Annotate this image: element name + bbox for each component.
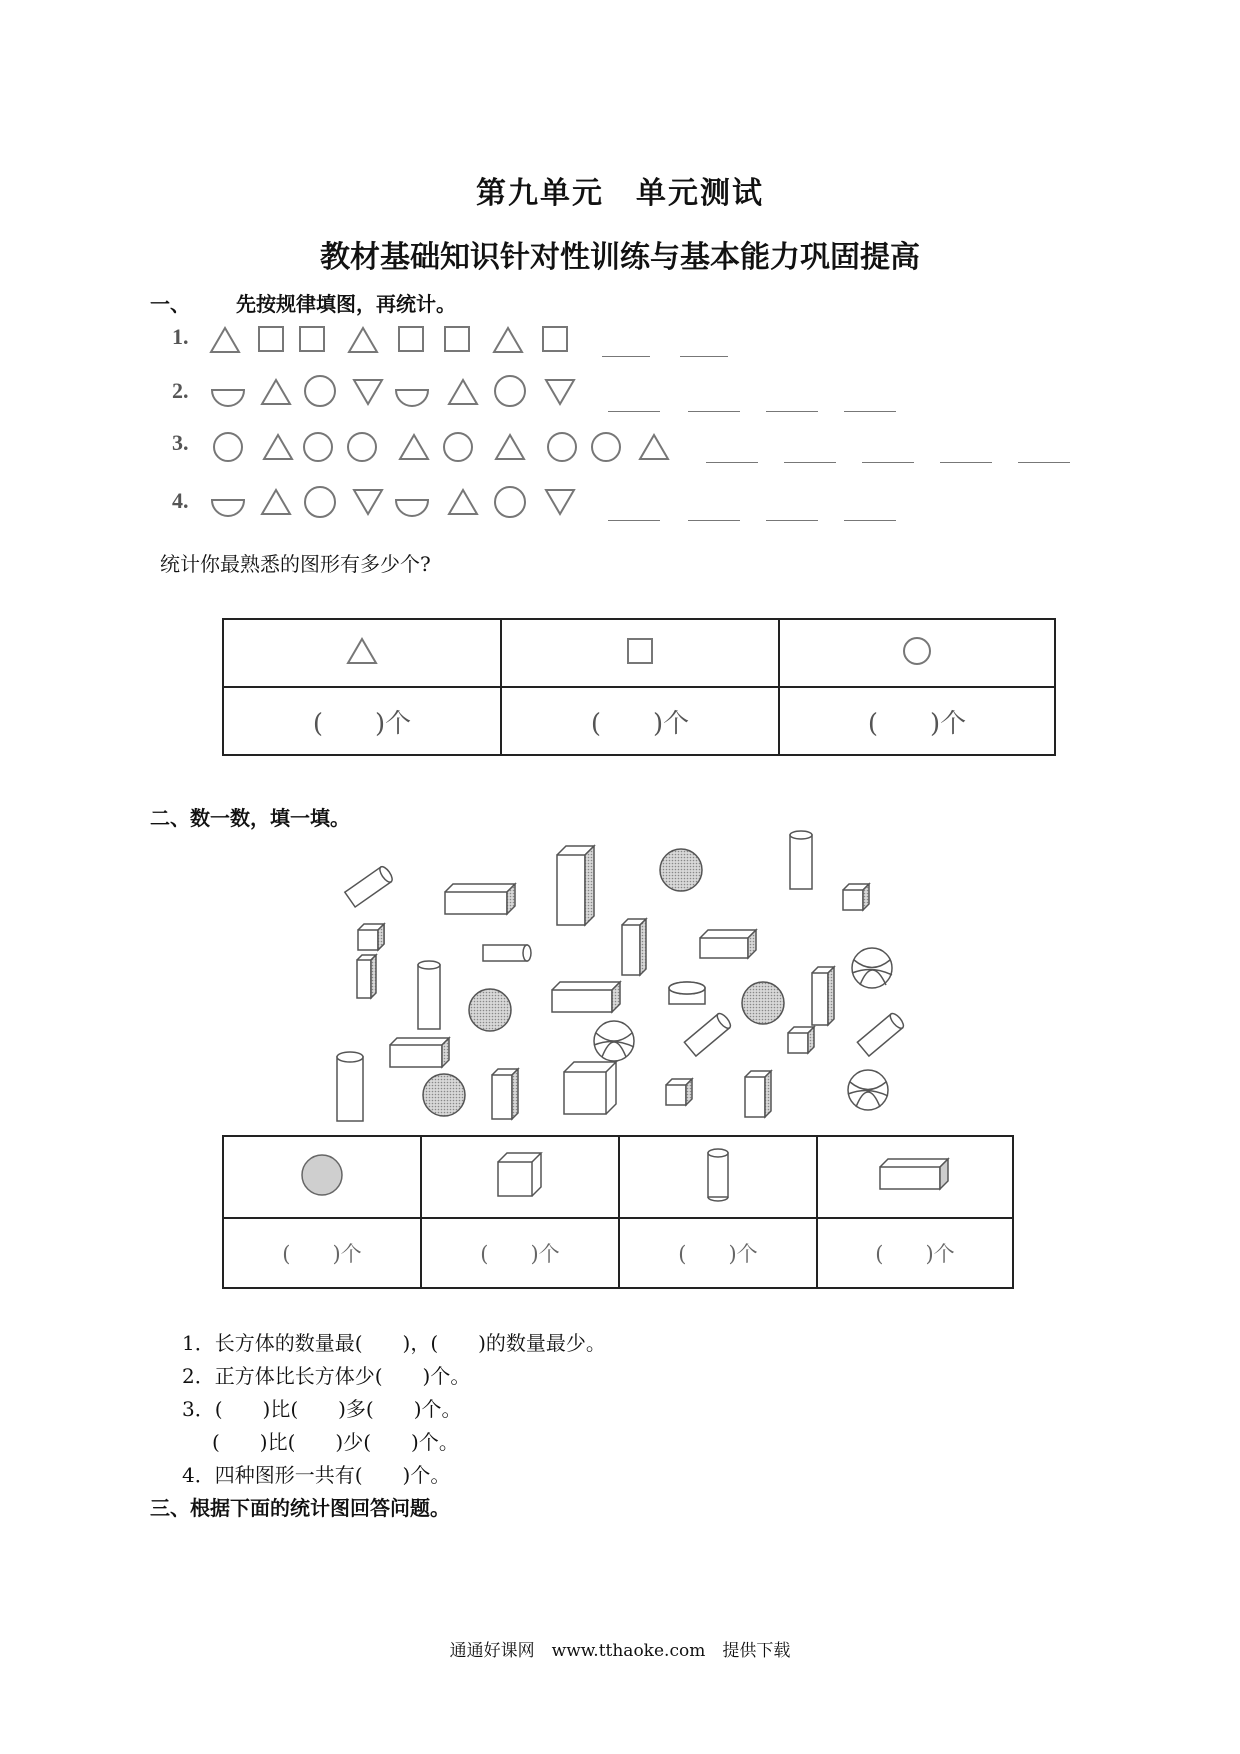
answer-blank[interactable]	[784, 462, 836, 463]
circle-icon	[444, 433, 472, 461]
down-triangle-icon	[546, 380, 574, 404]
answer-blank[interactable]	[688, 411, 740, 412]
count-cell[interactable]: ( )个	[817, 1218, 1013, 1288]
cylinder-icon	[669, 982, 705, 1004]
square-icon	[445, 327, 469, 351]
question-3: 3．( )比( )多( )个。	[182, 1397, 462, 1421]
cuboid-icon	[812, 967, 834, 1025]
down-triangle-icon	[546, 490, 574, 514]
row-label-1: 1.	[172, 324, 189, 349]
semicircle-icon	[396, 500, 428, 516]
down-triangle-icon	[354, 490, 382, 514]
footer-text: 通通好课网 www.tthaoke.com 提供下载	[449, 1641, 791, 1661]
cuboid-icon	[876, 1155, 954, 1195]
answer-blank[interactable]	[608, 411, 660, 412]
page-subtitle: 教材基础知识针对性训练与基本能力巩固提高	[320, 240, 920, 275]
section2-heading: 二、数一数，填一填。	[150, 806, 350, 830]
table-header-cell	[817, 1136, 1013, 1218]
square-icon	[543, 327, 567, 351]
cylinder-icon	[684, 1011, 732, 1056]
solid-count-table	[222, 1135, 1014, 1289]
square-icon	[300, 327, 324, 351]
solids-illustration	[320, 835, 940, 1135]
circle-icon	[214, 433, 242, 461]
square-icon	[625, 636, 655, 666]
triangle-icon	[262, 490, 290, 514]
table-header-cell	[619, 1136, 817, 1218]
table-header-cell	[421, 1136, 619, 1218]
question-3b: ( )比( )少( )个。	[212, 1430, 459, 1454]
cube-icon	[564, 1062, 616, 1114]
answer-blank[interactable]	[680, 356, 728, 357]
circle-icon	[548, 433, 576, 461]
cuboid-icon	[445, 884, 515, 914]
sphere-icon	[742, 982, 784, 1024]
circle-icon	[305, 376, 335, 406]
answer-blank[interactable]	[706, 462, 758, 463]
count-cell[interactable]: ( )个	[779, 687, 1055, 755]
triangle-icon	[449, 490, 477, 514]
triangle-icon	[262, 380, 290, 404]
pattern-shapes	[0, 0, 1240, 560]
answer-blank[interactable]	[862, 462, 914, 463]
count-cell[interactable]: ( )个	[421, 1218, 619, 1288]
sphere-icon	[469, 989, 511, 1031]
triangle-icon	[640, 435, 668, 459]
semicircle-icon	[212, 390, 244, 406]
cuboid-icon	[552, 982, 620, 1012]
cylinder-icon	[790, 831, 812, 889]
answer-blank[interactable]	[688, 520, 740, 521]
circle-icon	[305, 487, 335, 517]
triangle-icon	[264, 435, 292, 459]
answer-blank[interactable]	[766, 411, 818, 412]
cylinder-icon	[345, 865, 395, 907]
circle-icon	[901, 635, 933, 667]
section1-number: 一、	[150, 292, 190, 316]
triangle-icon	[345, 636, 379, 666]
square-icon	[259, 327, 283, 351]
ball-icon	[848, 1070, 888, 1110]
answer-blank[interactable]	[602, 356, 650, 357]
answer-blank[interactable]	[766, 520, 818, 521]
cube-icon	[788, 1027, 814, 1053]
section1-question: 统计你最熟悉的图形有多少个?	[160, 552, 431, 576]
cylinder-icon	[483, 945, 531, 961]
table-header-cell	[223, 619, 501, 687]
section3-heading: 三、根据下面的统计图回答问题。	[150, 1496, 450, 1520]
sphere-icon	[298, 1151, 346, 1199]
row-label-4: 4.	[172, 488, 189, 513]
question-4: 4．四种图形一共有( )个。	[182, 1463, 451, 1487]
triangle-icon	[449, 380, 477, 404]
cuboid-icon	[622, 919, 646, 975]
circle-icon	[495, 376, 525, 406]
row-label-3: 3.	[172, 430, 189, 455]
triangle-icon	[349, 328, 377, 352]
shape-count-table	[222, 618, 1056, 756]
answer-blank[interactable]	[844, 411, 896, 412]
ball-icon	[594, 1021, 634, 1061]
row-label-2: 2.	[172, 378, 189, 403]
down-triangle-icon	[354, 380, 382, 404]
triangle-icon	[496, 435, 524, 459]
table-header-cell	[501, 619, 779, 687]
circle-icon	[304, 433, 332, 461]
section1-heading: 先按规律填图，再统计。	[236, 292, 456, 316]
cylinder-icon	[418, 961, 440, 1029]
cube-icon	[843, 884, 869, 910]
answer-blank[interactable]	[1018, 462, 1070, 463]
table-header-cell	[223, 1136, 421, 1218]
count-cell[interactable]: ( )个	[619, 1218, 817, 1288]
cuboid-icon	[745, 1071, 771, 1117]
triangle-icon	[494, 328, 522, 352]
cuboid-icon	[557, 846, 594, 925]
question-2: 2．正方体比长方体少( )个。	[182, 1364, 471, 1388]
sphere-icon	[423, 1074, 465, 1116]
answer-blank[interactable]	[608, 520, 660, 521]
count-cell[interactable]: ( )个	[223, 1218, 421, 1288]
answer-blank[interactable]	[844, 520, 896, 521]
cube-icon	[494, 1150, 546, 1200]
cylinder-icon	[703, 1147, 733, 1203]
semicircle-icon	[212, 500, 244, 516]
cube-icon	[358, 924, 384, 950]
cube-icon	[666, 1079, 692, 1105]
semicircle-icon	[396, 390, 428, 406]
triangle-icon	[400, 435, 428, 459]
count-cell[interactable]: ( )个	[501, 687, 779, 755]
circle-icon	[348, 433, 376, 461]
cuboid-icon	[700, 930, 756, 958]
cylinder-icon	[337, 1052, 363, 1121]
count-cell[interactable]: ( )个	[223, 687, 501, 755]
cuboid-icon	[492, 1069, 518, 1119]
cuboid-icon	[390, 1038, 449, 1067]
square-icon	[399, 327, 423, 351]
ball-icon	[852, 948, 892, 988]
question-1: 1．长方体的数量最( )，( )的数量最少。	[182, 1331, 606, 1355]
answer-blank[interactable]	[940, 462, 992, 463]
cuboid-icon	[357, 955, 376, 998]
page-title: 第九单元 单元测试	[476, 176, 764, 211]
triangle-icon	[211, 328, 239, 352]
circle-icon	[495, 487, 525, 517]
circle-icon	[592, 433, 620, 461]
sphere-icon	[660, 849, 702, 891]
cylinder-icon	[857, 1011, 905, 1056]
table-header-cell	[779, 619, 1055, 687]
